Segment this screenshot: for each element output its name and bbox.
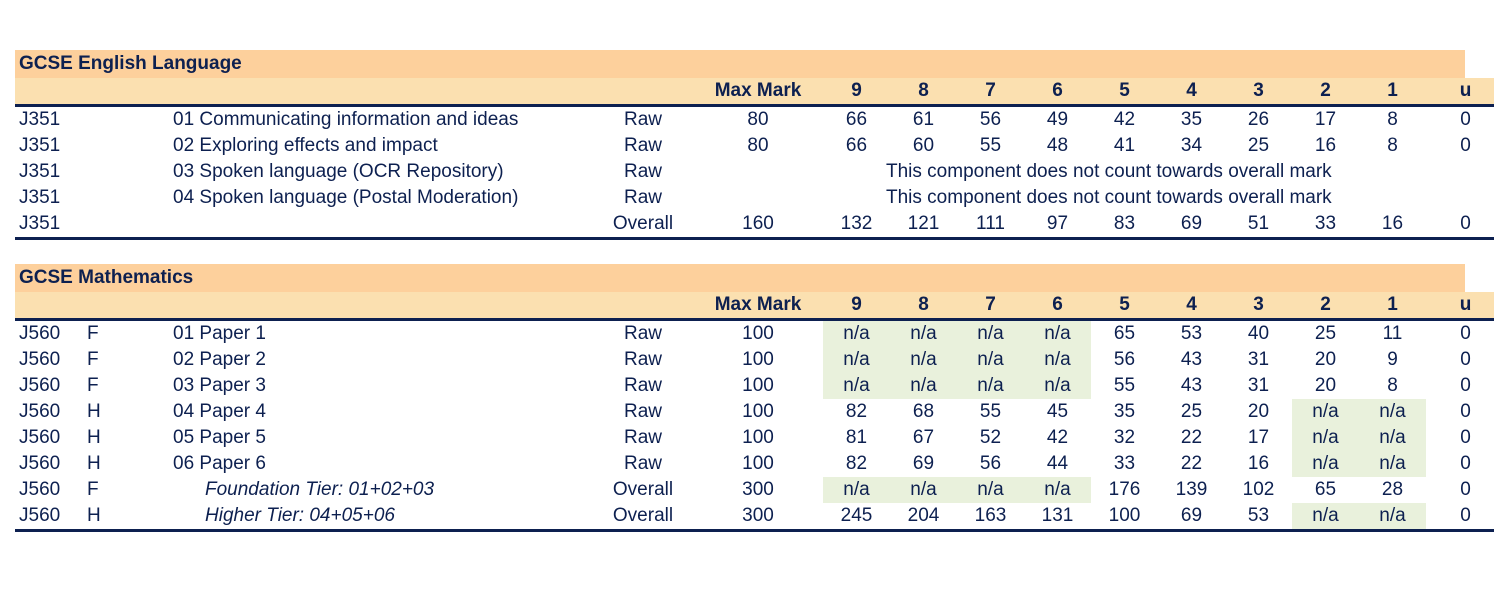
table-row: [15, 477, 1494, 503]
grade-boundary: 245: [840, 505, 873, 526]
english-section: [15, 50, 1472, 240]
mark-type: Raw: [623, 349, 662, 370]
grade-boundary: n/a: [957, 373, 1024, 399]
grade-boundary: 35: [1113, 401, 1136, 422]
grade-header: 7: [957, 292, 1024, 320]
section-title: GCSE Mathematics: [15, 264, 1465, 292]
grade-boundary: 0: [1460, 135, 1471, 156]
table-row: [15, 399, 1494, 425]
max-mark: 300: [742, 479, 774, 500]
grade-boundary: n/a: [1292, 451, 1359, 477]
mark-type: Overall: [612, 505, 674, 526]
grade-boundary: 48: [1046, 135, 1069, 156]
grade-boundary: 16: [1381, 213, 1404, 234]
grade-boundary: 0: [1460, 213, 1471, 234]
grade-boundary: n/a: [823, 347, 890, 373]
component-name: 05 Paper 5: [173, 427, 266, 448]
grade-boundary: 22: [1180, 453, 1203, 474]
grade-header: 3: [1225, 78, 1292, 106]
grade-header: 4: [1158, 292, 1225, 320]
grade-header: 6: [1024, 78, 1091, 106]
mark-type: Overall: [612, 213, 674, 234]
grade-boundary: 55: [979, 135, 1002, 156]
mark-type: Raw: [623, 161, 662, 182]
table-row: [15, 451, 1494, 477]
grade-header: 7: [957, 78, 1024, 106]
component-name: 04 Paper 4: [173, 401, 266, 422]
grade-boundary: n/a: [1359, 503, 1426, 531]
grade-boundary: 42: [1113, 109, 1136, 130]
grade-boundary: 0: [1460, 109, 1471, 130]
grade-boundary: 111: [976, 213, 1005, 234]
component-name: Higher Tier: 04+05+06: [205, 505, 395, 526]
component-note: This component does not count towards overall mark: [886, 187, 1332, 208]
grade-boundary: n/a: [957, 320, 1024, 348]
max-mark: 300: [742, 505, 774, 526]
grade-header: 3: [1225, 292, 1292, 320]
grade-boundary: 0: [1460, 427, 1471, 448]
grade-boundary: 61: [912, 109, 935, 130]
grade-boundary: n/a: [957, 477, 1024, 503]
table-row: [15, 211, 1494, 239]
grade-boundary: 97: [1046, 213, 1069, 234]
grade-boundary: 33: [1113, 453, 1136, 474]
grade-boundary: 65: [1314, 479, 1337, 500]
grade-boundary: 43: [1180, 349, 1203, 370]
spec-code: J560: [19, 427, 61, 448]
grade-boundary: 56: [1113, 349, 1136, 370]
max-mark: 100: [742, 401, 774, 422]
tier: H: [87, 453, 101, 474]
grade-boundary: 0: [1460, 505, 1471, 526]
component-name: 04 Spoken language (Postal Moderation): [173, 187, 519, 208]
grade-boundary: 0: [1460, 479, 1471, 500]
grade-header: 9: [823, 292, 890, 320]
spec-code: J351: [19, 213, 61, 234]
grade-header: 5: [1091, 292, 1158, 320]
grade-boundary: n/a: [890, 477, 957, 503]
grade-boundary: 56: [979, 109, 1002, 130]
grade-boundary: 42: [1046, 427, 1069, 448]
mark-type: Raw: [623, 427, 662, 448]
tier: [87, 133, 173, 159]
grade-boundary: 82: [845, 401, 868, 422]
grade-boundary: 43: [1180, 375, 1203, 396]
grade-boundary: 51: [1247, 213, 1270, 234]
grade-boundary: 32: [1113, 427, 1136, 448]
table-row: [15, 503, 1494, 531]
spec-code: J351: [19, 109, 61, 130]
grade-boundary: 69: [1180, 213, 1203, 234]
grade-boundary: 0: [1460, 453, 1471, 474]
grade-boundary: n/a: [1359, 399, 1426, 425]
grade-boundary: 33: [1314, 213, 1337, 234]
grade-boundary: 132: [840, 213, 873, 234]
table-row: [15, 347, 1494, 373]
english-table: [15, 78, 1494, 240]
grade-boundary: 68: [912, 401, 935, 422]
component-name: 06 Paper 6: [173, 453, 266, 474]
component-name: 02 Paper 2: [173, 349, 266, 370]
tier: [87, 159, 173, 185]
grade-boundary: 31: [1247, 349, 1270, 370]
mark-type: Raw: [623, 453, 662, 474]
grade-header: 6: [1024, 292, 1091, 320]
grade-boundary: 41: [1113, 135, 1136, 156]
tier: [87, 106, 173, 134]
max-mark: [693, 185, 823, 211]
grade-boundary: 26: [1247, 109, 1270, 130]
grade-boundary: 20: [1247, 401, 1270, 422]
component-name: 03 Spoken language (OCR Repository): [173, 161, 504, 182]
maths-section: [15, 264, 1472, 532]
grade-boundary: 0: [1460, 323, 1471, 344]
grade-boundary: 8: [1387, 375, 1398, 396]
grade-header: 4: [1158, 78, 1225, 106]
grade-boundary: n/a: [890, 320, 957, 348]
grade-boundary: n/a: [1024, 477, 1091, 503]
grade-boundary: 60: [912, 135, 935, 156]
grade-boundary: 20: [1314, 375, 1337, 396]
grade-boundary: 0: [1460, 349, 1471, 370]
grade-boundary: n/a: [1292, 503, 1359, 531]
grade-boundary: 163: [974, 505, 1007, 526]
grade-boundary: n/a: [957, 347, 1024, 373]
spec-code: J560: [19, 479, 61, 500]
spec-code: J560: [19, 375, 61, 396]
grade-header: 5: [1091, 78, 1158, 106]
grade-boundary: 0: [1460, 401, 1471, 422]
grade-boundary: 9: [1387, 349, 1398, 370]
grade-header: u: [1426, 78, 1494, 106]
grade-boundary: 65: [1113, 323, 1136, 344]
grade-boundary: 40: [1247, 323, 1270, 344]
grade-boundary: 67: [912, 427, 935, 448]
max-mark: 80: [747, 135, 769, 156]
grade-boundary: 8: [1387, 109, 1398, 130]
component-name: 03 Paper 3: [173, 375, 266, 396]
grade-boundary: 44: [1046, 453, 1069, 474]
grade-boundary: 17: [1314, 109, 1337, 130]
spec-code: J351: [19, 135, 61, 156]
table-row: [15, 320, 1494, 348]
maths-table: [15, 292, 1494, 532]
max-mark: [693, 159, 823, 185]
grade-header: u: [1426, 292, 1494, 320]
tier: H: [87, 427, 101, 448]
grade-header: 1: [1359, 78, 1426, 106]
grade-header: 2: [1292, 78, 1359, 106]
mark-type: Raw: [623, 323, 662, 344]
tier: H: [87, 505, 101, 526]
component-name: 01 Paper 1: [173, 323, 266, 344]
header-row: [15, 78, 1494, 106]
grade-boundary: n/a: [823, 320, 890, 348]
component-name: Foundation Tier: 01+02+03: [205, 479, 435, 500]
grade-boundaries-sheet: [15, 50, 1472, 532]
grade-boundary: 11: [1382, 323, 1403, 344]
maths-rows: [15, 320, 1494, 531]
grade-boundary: 69: [1180, 505, 1203, 526]
mark-type: Raw: [623, 109, 662, 130]
grade-header: 2: [1292, 292, 1359, 320]
grade-boundary: 55: [1113, 375, 1136, 396]
spec-code: J351: [19, 187, 61, 208]
grade-boundary: n/a: [1359, 451, 1426, 477]
grade-boundary: 66: [845, 135, 868, 156]
spec-code: J560: [19, 401, 61, 422]
grade-boundary: 25: [1247, 135, 1270, 156]
tier: H: [87, 401, 101, 422]
spec-code: J560: [19, 505, 61, 526]
grade-boundary: 0: [1460, 375, 1471, 396]
grade-boundary: 49: [1046, 109, 1069, 130]
grade-boundary: 17: [1247, 427, 1270, 448]
component-name: 02 Exploring effects and impact: [173, 135, 438, 156]
grade-header: 8: [890, 78, 957, 106]
grade-boundary: 34: [1180, 135, 1203, 156]
spec-code: J560: [19, 349, 61, 370]
header-row: [15, 292, 1494, 320]
grade-boundary: 28: [1381, 479, 1404, 500]
grade-boundary: 100: [1108, 505, 1141, 526]
grade-boundary: 31: [1247, 375, 1270, 396]
mark-type: Raw: [623, 401, 662, 422]
grade-boundary: 16: [1247, 453, 1270, 474]
grade-boundary: n/a: [1024, 373, 1091, 399]
max-mark: 80: [747, 109, 769, 130]
grade-boundary: 35: [1180, 109, 1203, 130]
grade-boundary: 45: [1046, 401, 1069, 422]
table-row: [15, 106, 1494, 134]
grade-boundary: 82: [845, 453, 868, 474]
grade-boundary: n/a: [1024, 320, 1091, 348]
spec-code: J560: [19, 323, 61, 344]
grade-boundary: n/a: [823, 477, 890, 503]
max-mark: 100: [742, 453, 774, 474]
mark-type: Raw: [623, 187, 662, 208]
mark-type: Overall: [612, 479, 674, 500]
table-row: [15, 185, 1494, 211]
max-mark: 100: [742, 427, 774, 448]
grade-boundary: 22: [1180, 427, 1203, 448]
tier: F: [87, 349, 99, 370]
grade-boundary: 204: [907, 505, 940, 526]
mark-type: Raw: [623, 375, 662, 396]
component-note: This component does not count towards overall mark: [886, 161, 1332, 182]
max-mark-header: Max Mark: [693, 292, 823, 320]
english-rows: [15, 106, 1494, 239]
grade-boundary: 53: [1247, 505, 1270, 526]
grade-boundary: 81: [845, 427, 868, 448]
tier: [87, 185, 173, 211]
grade-boundary: 69: [912, 453, 935, 474]
grade-boundary: 121: [907, 213, 940, 234]
grade-boundary: 16: [1314, 135, 1337, 156]
table-row: [15, 425, 1494, 451]
grade-boundary: 83: [1113, 213, 1136, 234]
component-name: [173, 211, 593, 239]
tier: [87, 211, 173, 239]
grade-boundary: 139: [1175, 479, 1208, 500]
table-row: [15, 159, 1494, 185]
grade-boundary: 131: [1041, 505, 1074, 526]
tier: F: [87, 375, 99, 396]
component-name: 01 Communicating information and ideas: [173, 109, 519, 130]
max-mark: 100: [742, 375, 774, 396]
grade-boundary: n/a: [1292, 425, 1359, 451]
mark-type: Raw: [623, 135, 662, 156]
grade-boundary: n/a: [890, 347, 957, 373]
grade-boundary: 176: [1108, 479, 1141, 500]
grade-boundary: 25: [1180, 401, 1203, 422]
max-mark: 100: [742, 323, 774, 344]
grade-boundary: 53: [1180, 323, 1203, 344]
grade-boundary: 8: [1387, 135, 1398, 156]
grade-boundary: 20: [1314, 349, 1337, 370]
max-mark-header: Max Mark: [693, 78, 823, 106]
grade-boundary: n/a: [823, 373, 890, 399]
spec-code: J560: [19, 453, 61, 474]
grade-boundary: n/a: [1024, 347, 1091, 373]
grade-boundary: n/a: [1292, 399, 1359, 425]
table-row: [15, 133, 1494, 159]
grade-boundary: n/a: [890, 373, 957, 399]
grade-boundary: 102: [1242, 479, 1275, 500]
grade-boundary: 52: [979, 427, 1002, 448]
tier: F: [87, 323, 99, 344]
table-row: [15, 373, 1494, 399]
grade-header: 1: [1359, 292, 1426, 320]
max-mark: 160: [742, 213, 774, 234]
tier: F: [87, 479, 99, 500]
spec-code: J351: [19, 161, 61, 182]
grade-boundary: 55: [979, 401, 1002, 422]
section-title: GCSE English Language: [15, 50, 1465, 78]
grade-boundary: 66: [845, 109, 868, 130]
grade-header: 9: [823, 78, 890, 106]
max-mark: 100: [742, 349, 774, 370]
grade-header: 8: [890, 292, 957, 320]
grade-boundary: n/a: [1359, 425, 1426, 451]
grade-boundary: 25: [1314, 323, 1337, 344]
grade-boundary: 56: [979, 453, 1002, 474]
